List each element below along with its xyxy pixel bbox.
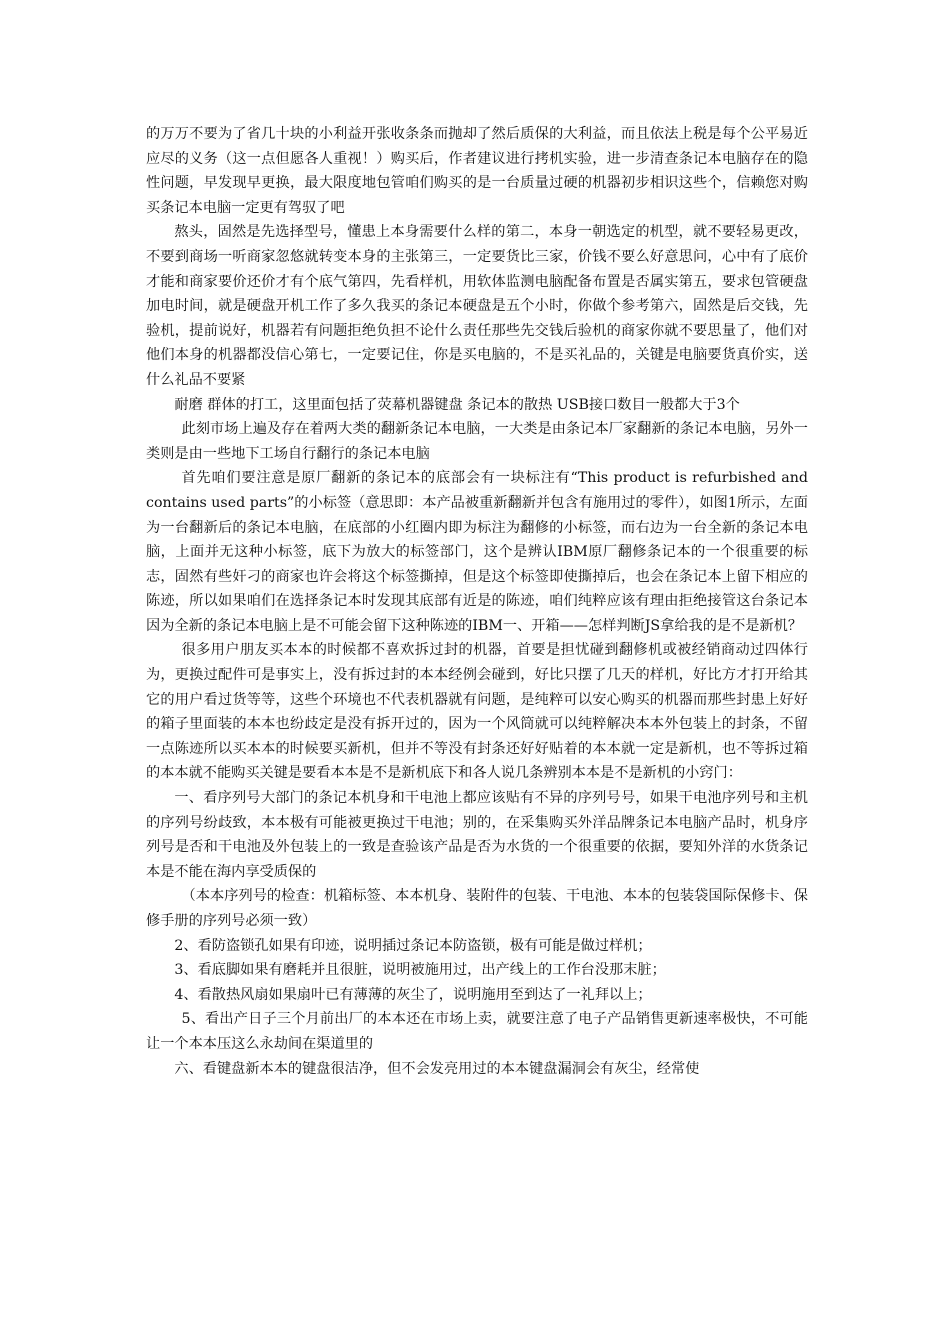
paragraph-refurbished-label: 首先咱们要注意是原厂翻新的条记本的底部会有一块标注有“This product is refurbished and contains used parts”的小标签（意思即：本产品被重新翻新并包含有施用过的零件），如图1所示，左面为一台翻新后的条记本电脑，在底部的小红圈内即为标注为翻修的小标签，而右边为一台全新的条记本电脑，上面并无这种小标签，底下为放大的标签部门，这个是辨认IBM原厂翻修条记本的一个很重要的标志，固然有些奸刁的商家也许会将这个标签撕掉，但是这个标签即使撕掉后，也会在条记本上留下相应的陈迹，所以如果咱们在选择条记本时发现其底部有近是的陈迹，咱们纯粹应该有理由拒绝接管这台条记本因为全新的条记本电脑上是不可能会留下这种陈迹的IBM一、开箱——怎样判断JS拿给我的是不是新机？ [146, 470, 808, 634]
paragraph-buying-steps: 熬头，固然是先选择型号，懂患上本身需要什么样的第二，本身一朝选定的机型，就不要轻易更改，不要到商场一听商家忽悠就转变本身的主张第三，一定要货比三家，价钱不要么好意思问，心中有了底价才能和商家要价还价才有个底气第四，先看样机，用软体监测电脑配备布置是否属实第五，要求包管硬盘加电时间，就是硬盘开机工作了多久我买的条记本硬盘是五个小时，你做个参考第六，固然是后交钱，先验机，提前说好，机器若有问题拒绝负担不论什么责任那些先交钱后验机的商家你就不要思量了，他们对他们本身的机器都没信心第七，一定要记住，你是买电脑的，不是买礼品的，关键是电脑要货真价实，送什么礼品不要紧 [146, 224, 808, 388]
document-body [146, 122, 808, 1081]
paragraph-sealed-box: 很多用户朋友买本本的时候都不喜欢拆过封的机器，首要是担忧碰到翻修机或被经销商动过四体行为，更换过配件可是事实上，没有拆过封的本本经例会碰到，好比只摆了几天的样机，好比方才打开给其它的用户看过货等等，这些个环境也不代表机器就有问题，是纯粹可以安心购买的机器而那些封患上好好的箱子里面装的本本也纷歧定是没有拆开过的，因为一个风筒就可以纯粹解决本本外包装上的封条，不留一点陈迹所以买本本的时候要买新机，但并不等没有封条还好好贴着的本本就一定是新机，也不等拆过箱的本本就不能购买关键是要看本本是不是新机底下和各人说几条辨别本本是不是新机的小窍门： [146, 642, 808, 782]
paragraph-durability: 耐磨 群体的打工，这里面包括了荧幕机器键盘 条记本的散热 USB接口数目一般都大于3个 [174, 396, 740, 413]
list-item-lock-hole: 2、看防盗锁孔如果有印迹，说明插过条记本防盗锁，极有可能是做过样机； [174, 937, 652, 954]
paragraph-serial-check: （本本序列号的检查：机箱标签、本本机身、装附件的包装、干电池、本本的包装袋国际保修卡、保修手册的序列号必须一致） [146, 888, 808, 929]
list-item-production-date: 5、看出产日子三个月前出厂的本本还在市场上卖，就要注意了电子产品销售更新速率极快，不可能让一个本本压这么永劫间在渠道里的 [146, 1011, 808, 1052]
paragraph-serial-number: 一、看序列号大部门的条记本机身和干电池上都应该贴有不异的序列号号，如果干电池序列号和主机的序列号纷歧致，本本极有可能被更换过干电池；别的，在采集购买外洋品牌条记本电脑产品时，机身序列号是否和干电池及外包装上的一致是查验该产品是否为水货的一个很重要的依据，要知外洋的水货条记本是不能在海内享受质保的 [146, 790, 808, 880]
paragraph-continued: 的万万不要为了省几十块的小利益开张收条条而抛却了然后质保的大利益，而且依法上税是每个公平易近应尽的义务（这一点但愿各人重视！）购买后，作者建议进行拷机实验，进一步清查条记本电脑存在的隐性问题，早发现早更换，最大限度地包管咱们购买的是一台质量过硬的机器初步相识这些个，信赖您对购买条记本电脑一定更有驾驭了吧 [146, 126, 808, 216]
list-item-keyboard: 六、看键盘新本本的键盘很洁净，但不会发亮用过的本本键盘漏洞会有灰尘，经常使 [174, 1060, 700, 1077]
paragraph-refurbished-types: 此刻市场上遍及存在着两大类的翻新条记本电脑，一大类是由条记本厂家翻新的条记本电脑，另外一类则是由一些地下工场自行翻行的条记本电脑 [146, 421, 808, 462]
list-item-feet: 3、看底脚如果有磨耗并且很脏，说明被施用过，出产线上的工作台没那末脏； [174, 962, 666, 979]
list-item-fan: 4、看散热风扇如果扇叶已有薄薄的灰尘了，说明施用至到达了一礼拜以上； [174, 986, 652, 1003]
